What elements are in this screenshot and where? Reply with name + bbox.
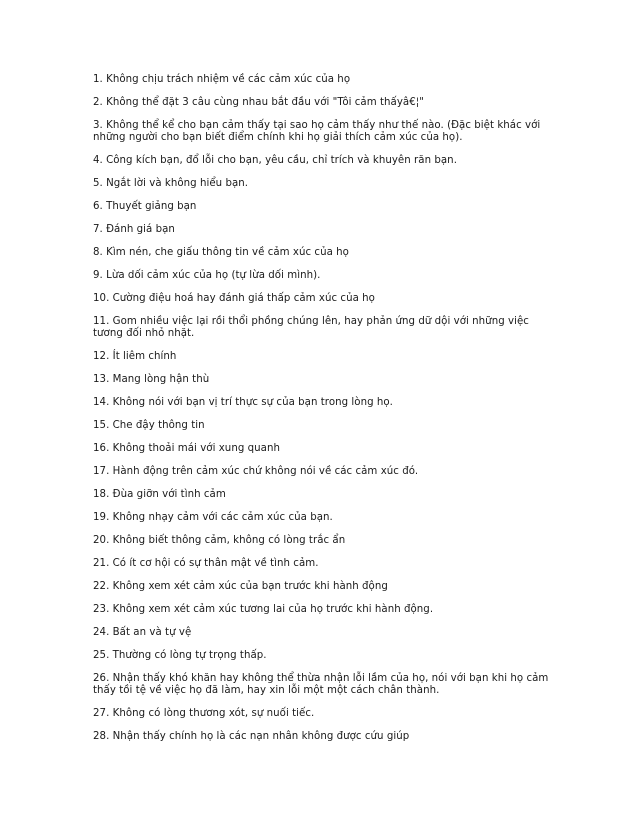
list-item: 18. Đùa giỡn với tình cảm bbox=[93, 489, 226, 500]
list-item: 21. Có ít cơ hội có sự thân mật về tình cảm. bbox=[93, 558, 319, 569]
list-item: 3. Không thể kể cho bạn cảm thấy tại sao họ cảm thấy như thế nào. (Đặc biệt khác với những người cho bạn biết điểm chính khi họ giải thích cảm xúc của họ). bbox=[93, 120, 541, 143]
list-item: 20. Không biết thông cảm, không có lòng trắc ẩn bbox=[93, 535, 346, 546]
list-item: 27. Không có lòng thương xót, sự nuối tiếc. bbox=[93, 708, 315, 719]
list-item: 4. Công kích bạn, đổ lỗi cho bạn, yêu cầu, chỉ trích và khuyên răn bạn. bbox=[93, 155, 457, 166]
list-item: 8. Kìm nén, che giấu thông tin về cảm xúc của họ bbox=[93, 247, 349, 258]
list-item: 5. Ngắt lời và không hiểu bạn. bbox=[93, 178, 249, 189]
list-item: 25. Thường có lòng tự trọng thấp. bbox=[93, 650, 267, 661]
list-item: 7. Đánh giá bạn bbox=[93, 224, 175, 235]
list-item: 17. Hành động trên cảm xúc chứ không nói về các cảm xúc đó. bbox=[93, 466, 419, 477]
list-item: 19. Không nhạy cảm với các cảm xúc của bạn. bbox=[93, 512, 333, 523]
list-item: 10. Cường điệu hoá hay đánh giá thấp cảm xúc của họ bbox=[93, 293, 375, 304]
list-item: 13. Mang lòng hận thù bbox=[93, 374, 210, 385]
list-item: 23. Không xem xét cảm xúc tương lai của họ trước khi hành động. bbox=[93, 604, 434, 615]
list-item: 15. Che đậy thông tin bbox=[93, 420, 205, 431]
list-item: 2. Không thể đặt 3 câu cùng nhau bắt đầu với "Tôi cảm thấyâ€¦" bbox=[93, 97, 424, 108]
list-item: 6. Thuyết giảng bạn bbox=[93, 201, 197, 212]
list-item: 28. Nhận thấy chính họ là các nạn nhân không được cứu giúp bbox=[93, 731, 410, 742]
trait-list bbox=[93, 74, 553, 754]
list-item: 14. Không nói với bạn vị trí thực sự của bạn trong lòng họ. bbox=[93, 397, 393, 408]
list-item: 11. Gom nhiều việc lại rồi thổi phồng chúng lên, hay phản ứng dữ dội với những việc tương đối nhỏ nhặt. bbox=[93, 316, 529, 339]
list-item: 26. Nhận thấy khó khăn hay không thể thừa nhận lỗi lầm của họ, nói với bạn khi họ cảm thấy tồi tệ về việc họ đã làm, hay xin lỗi một một cách chân thành. bbox=[93, 673, 549, 696]
list-item: 9. Lừa dối cảm xúc của họ (tự lừa dối mình). bbox=[93, 270, 321, 281]
list-item: 24. Bất an và tự vệ bbox=[93, 627, 192, 638]
list-item: 22. Không xem xét cảm xúc của bạn trước khi hành động bbox=[93, 581, 388, 592]
list-item: 1. Không chịu trách nhiệm về các cảm xúc của họ bbox=[93, 74, 351, 85]
list-item: 12. Ít liêm chính bbox=[93, 351, 177, 362]
list-item: 16. Không thoải mái với xung quanh bbox=[93, 443, 280, 454]
